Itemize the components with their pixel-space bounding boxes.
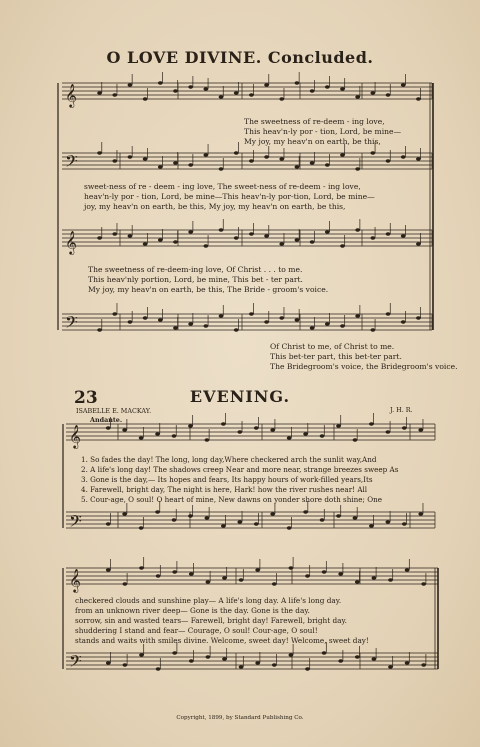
note-head	[106, 568, 111, 571]
note-head	[338, 572, 343, 575]
note-head	[122, 428, 127, 431]
composer: J. H. R.	[390, 406, 413, 414]
note-head	[340, 244, 345, 247]
note-head	[416, 157, 421, 160]
note-head	[219, 228, 224, 231]
page-title: O LOVE DIVINE. Concluded.	[106, 48, 374, 67]
note-head	[305, 574, 310, 577]
note-head	[172, 434, 177, 437]
note-head	[310, 240, 315, 243]
note-head	[173, 240, 178, 243]
note-head	[295, 318, 300, 321]
note-head	[305, 667, 310, 670]
note-head	[188, 322, 193, 325]
note-head	[173, 161, 178, 164]
note-head	[355, 95, 360, 98]
clef-symbol: 𝄢	[69, 651, 82, 675]
note-head	[336, 424, 341, 427]
note-head	[155, 510, 160, 513]
note-head	[336, 514, 341, 517]
note-head	[234, 328, 239, 331]
lyrics-block: The sweetness of re-deem - ing love, This heav'n-ly por - tion, Lord, be mine— My joy, my heav'n on earth, be this,	[244, 117, 402, 146]
note-head	[370, 91, 375, 94]
note-head	[106, 522, 111, 525]
note-head	[418, 512, 423, 515]
clef-symbol: 𝄞	[69, 424, 81, 448]
note-head	[401, 155, 406, 158]
note-head	[372, 576, 377, 579]
note-head	[325, 322, 330, 325]
lyrics-block: Of Christ to me, of Christ to me. This bet-ter part, this bet-ter part. The Bridegroom's voice, the Bridegroom's voice.	[270, 342, 458, 371]
note-head	[234, 91, 239, 94]
note-head	[416, 97, 421, 100]
note-head	[254, 522, 259, 525]
note-head	[139, 653, 144, 656]
lyrics-block: sweet-ness of re - deem - ing love, The sweet-ness of re-deem - ing love, heav'n-ly por - tion, Lord, be mine—This heav'n-ly por-tion, Lord, be mine— joy, my heav'n on earth, be this, My joy, my heav'n on earth, be this,	[84, 182, 375, 211]
verse-block: 1. So fades the day! The long, long day,Where checkered arch the sunlit way,And 2. A life's long day! The shadows creep Near and more near, strange breezes sweep As 3. Gone is the day,— Its hopes and fears, Its happy hours of work-filled years,Its 4. Farewell, bright day, The night is here, Hark! how the river rushes near! All 5. Cour-age, O soul! O heart of mine, New dawns on yonder shore doth shine; One	[81, 455, 399, 504]
note-head	[279, 242, 284, 245]
note-head	[139, 436, 144, 439]
note-head	[112, 312, 117, 315]
note-head	[112, 232, 117, 235]
note-head	[295, 81, 300, 84]
note-head	[219, 167, 224, 170]
note-head	[255, 568, 260, 571]
note-head	[289, 566, 294, 569]
note-head	[249, 232, 254, 235]
note-head	[355, 580, 360, 583]
note-head	[340, 87, 345, 90]
note-head	[128, 320, 133, 323]
hymn-title: EVENING.	[189, 387, 291, 406]
note-head	[370, 151, 375, 154]
note-head	[189, 659, 194, 662]
note-head	[219, 95, 224, 98]
note-head	[322, 570, 327, 573]
note-head	[385, 520, 390, 523]
note-head	[219, 314, 224, 317]
note-head	[205, 438, 210, 441]
note-head	[369, 524, 374, 527]
note-head	[156, 667, 161, 670]
note-head	[97, 236, 102, 239]
note-head	[249, 312, 254, 315]
note-head	[221, 524, 226, 527]
note-head	[122, 512, 127, 515]
verse-block: checkered clouds and sunshine play— A life's long day. A life's long day. from an unknown river deep— Gone is the day. Gone is the day. sorrow, sin and wasted tears— Farewell, bright day! Farewell, bright day. shuddering I stand and fear— Courage, O soul! Cour-age, O soul! stands and waits with smiles divine. Welcome, sweet day! Welcome, sweet day!	[75, 596, 369, 645]
note-head	[372, 657, 377, 660]
note-head	[287, 436, 292, 439]
note-head	[272, 663, 277, 666]
note-head	[401, 83, 406, 86]
note-head	[234, 236, 239, 239]
note-head	[239, 665, 244, 668]
note-head	[172, 570, 177, 573]
note-head	[128, 155, 133, 158]
note-head	[205, 516, 210, 519]
note-head	[188, 85, 193, 88]
note-head	[206, 580, 211, 583]
clef-symbol: 𝄢	[65, 151, 78, 175]
note-head	[421, 582, 426, 585]
note-head	[401, 320, 406, 323]
lyricist: ISABELLE E. MACKAY.	[76, 407, 152, 415]
note-head	[355, 167, 360, 170]
note-head	[370, 328, 375, 331]
note-head	[128, 83, 133, 86]
note-head	[158, 318, 163, 321]
note-head	[172, 518, 177, 521]
note-head	[254, 426, 259, 429]
note-head	[279, 97, 284, 100]
note-head	[97, 328, 102, 331]
note-head	[188, 163, 193, 166]
note-head	[416, 316, 421, 319]
note-head	[385, 430, 390, 433]
note-head	[222, 576, 227, 579]
note-head	[239, 578, 244, 581]
note-head	[249, 93, 254, 96]
note-head	[310, 326, 315, 329]
note-head	[139, 566, 144, 569]
note-head	[386, 93, 391, 96]
note-head	[402, 522, 407, 525]
note-head	[370, 236, 375, 239]
note-head	[188, 230, 193, 233]
note-head	[386, 232, 391, 235]
note-head	[173, 89, 178, 92]
note-head	[295, 165, 300, 168]
note-head	[237, 520, 242, 523]
note-head	[416, 242, 421, 245]
note-head	[255, 661, 260, 664]
note-head	[206, 655, 211, 658]
note-head	[139, 526, 144, 529]
note-head	[340, 153, 345, 156]
note-head	[279, 316, 284, 319]
note-head	[249, 159, 254, 162]
note-head	[123, 582, 128, 585]
copyright: Copyright, 1899, by Standard Publishing Co.	[176, 715, 304, 721]
note-head	[325, 230, 330, 233]
note-head	[386, 312, 391, 315]
note-head	[270, 428, 275, 431]
note-head	[173, 326, 178, 329]
note-head	[106, 661, 111, 664]
note-head	[264, 320, 269, 323]
clef-symbol: 𝄢	[69, 511, 82, 535]
note-head	[234, 151, 239, 154]
tempo-marking: Andante.	[90, 416, 123, 424]
note-head	[97, 91, 102, 94]
note-head	[401, 234, 406, 237]
note-head	[320, 434, 325, 437]
note-head	[143, 97, 148, 100]
note-head	[264, 83, 269, 86]
note-head	[289, 653, 294, 656]
note-head	[264, 155, 269, 158]
note-head	[388, 578, 393, 581]
note-head	[405, 568, 410, 571]
note-head	[388, 665, 393, 668]
hymn-number: 23	[74, 388, 98, 408]
lyrics-block: The sweetness of re-deem-ing love, Of Christ . . . to me. This heav'nly portion, Lord, be mine, This bet - ter part. My joy, my heav'n on earth, be this, The Bride - groom's voice.	[88, 265, 329, 294]
note-head	[325, 85, 330, 88]
note-head	[112, 93, 117, 96]
note-head	[128, 234, 133, 237]
note-head	[237, 430, 242, 433]
note-head	[369, 422, 374, 425]
clef-symbol: 𝄢	[65, 312, 78, 336]
clef-symbol: 𝄞	[69, 568, 81, 592]
note-head	[279, 157, 284, 160]
note-head	[340, 324, 345, 327]
note-head	[203, 87, 208, 90]
note-head	[303, 432, 308, 435]
note-head	[264, 234, 269, 237]
note-head	[189, 572, 194, 575]
note-head	[156, 574, 161, 577]
note-head	[310, 89, 315, 92]
note-head	[355, 655, 360, 658]
note-head	[355, 314, 360, 317]
note-head	[221, 422, 226, 425]
note-head	[188, 514, 193, 517]
note-head	[303, 510, 308, 513]
note-head	[353, 438, 358, 441]
note-head	[320, 518, 325, 521]
note-head	[106, 426, 111, 429]
note-head	[158, 238, 163, 241]
note-head	[143, 242, 148, 245]
note-head	[203, 324, 208, 327]
note-head	[322, 651, 327, 654]
note-head	[188, 424, 193, 427]
note-head	[143, 316, 148, 319]
note-head	[405, 661, 410, 664]
note-head	[418, 428, 423, 431]
note-head	[338, 659, 343, 662]
note-head	[172, 651, 177, 654]
note-head	[112, 159, 117, 162]
clef-symbol: 𝄞	[65, 230, 77, 254]
note-head	[222, 657, 227, 660]
note-head	[287, 526, 292, 529]
note-head	[325, 163, 330, 166]
note-head	[97, 151, 102, 154]
note-head	[310, 161, 315, 164]
note-head	[386, 159, 391, 162]
note-head	[270, 512, 275, 515]
clef-symbol: 𝄞	[65, 83, 77, 107]
note-head	[158, 165, 163, 168]
note-head	[272, 582, 277, 585]
note-head	[295, 238, 300, 241]
note-head	[355, 228, 360, 231]
note-head	[353, 516, 358, 519]
note-head	[155, 432, 160, 435]
note-head	[158, 81, 163, 84]
note-head	[203, 244, 208, 247]
note-head	[421, 663, 426, 666]
note-head	[143, 157, 148, 160]
note-head	[203, 153, 208, 156]
note-head	[402, 426, 407, 429]
note-head	[123, 663, 128, 666]
